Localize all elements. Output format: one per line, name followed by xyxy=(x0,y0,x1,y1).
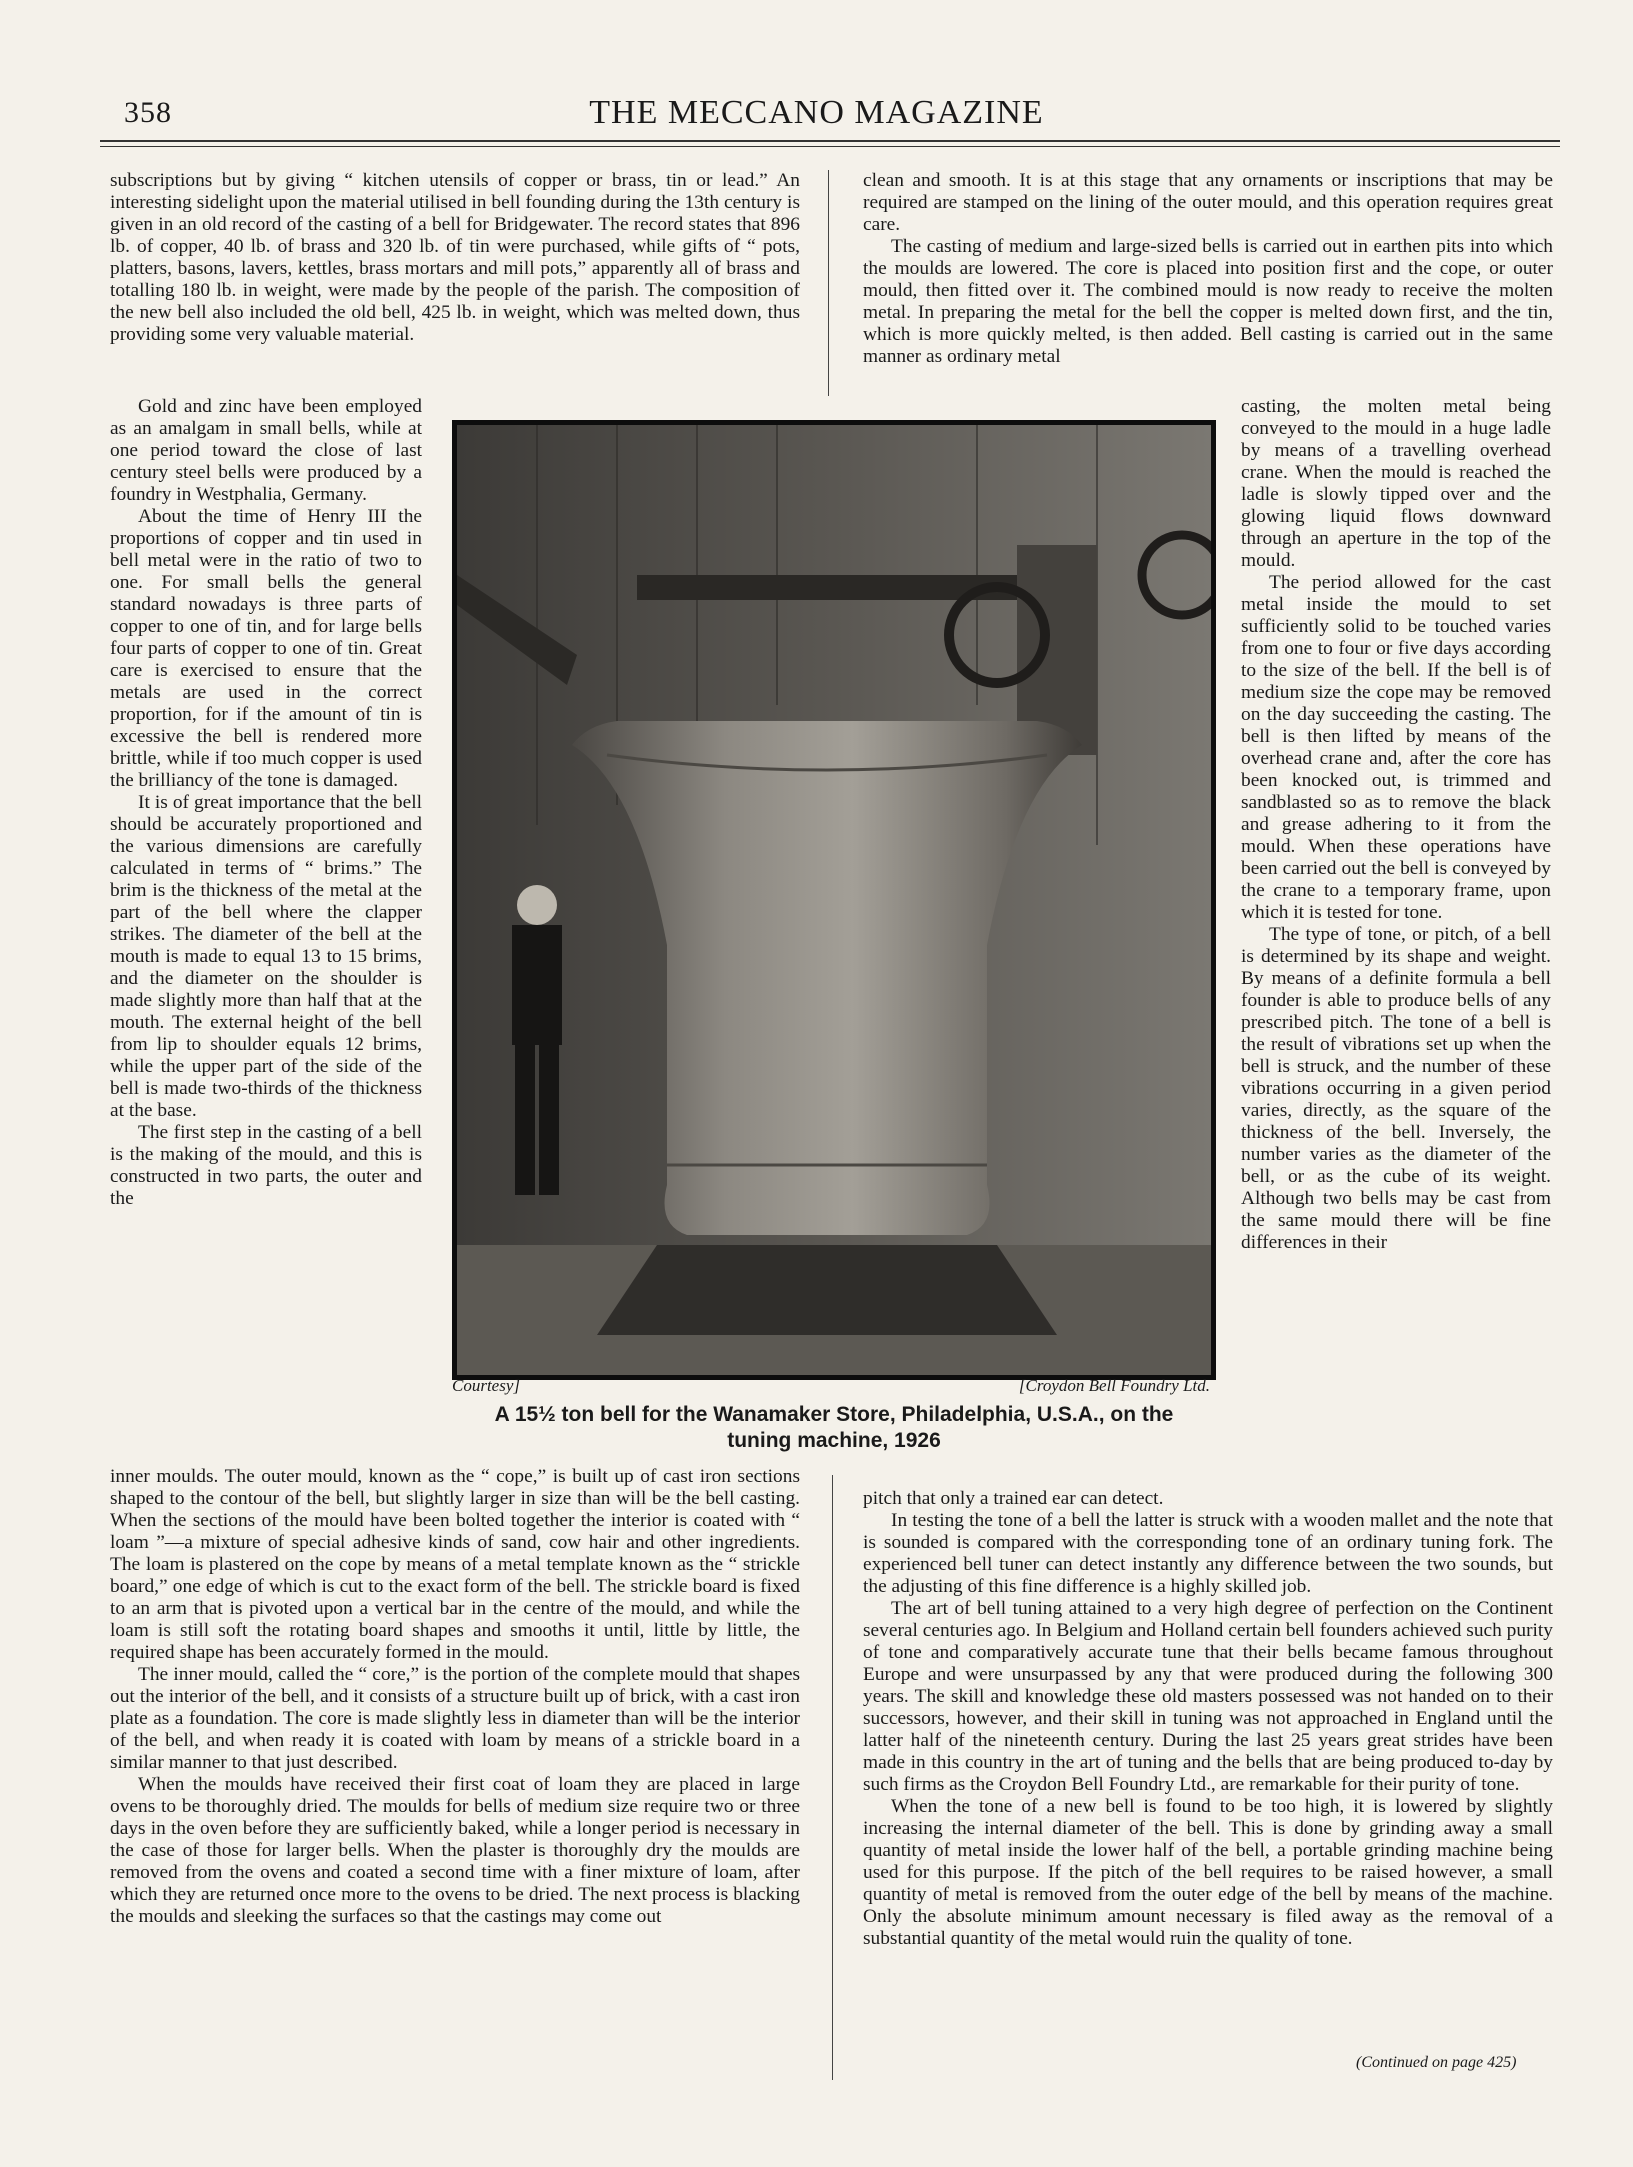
bell-stand xyxy=(597,1245,1057,1335)
caption-line: A 15½ ton bell for the Wanamaker Store, Philadelphia, U.S.A., on the xyxy=(494,1403,1174,1426)
paragraph: About the time of Henry III the proportions of copper and tin used in bell metal were in the ratio of two to one. For small bells the general standard nowadays is three parts of copper to one of tin, and for large bells four parts of copper to one of tin. Great care is exercised to ensure that the metals are used in the correct proportion, for if the amount of tin is excessive the bell is rendered more brittle, while if too much copper is used the brilliancy of the tone is damaged. xyxy=(110,506,422,791)
paragraph: When the tone of a new bell is found to be too high, it is lowered by slightly increasing the internal diameter of the bell. This is done by grinding away a small quantity of metal inside the lower half of the bell, a portable grinding machine being used for this purpose. If the pitch of the bell requires to be raised however, a small quantity of metal is removed from the outer edge of the bell by means of the machine. Only the absolute minimum amount necessary is filed away as the removal of a substantial quantity of the metal would ruin the quality of tone. xyxy=(863,1796,1553,1949)
header-rule-thin xyxy=(100,146,1560,147)
page-number: 358 xyxy=(124,96,172,129)
paragraph: Gold and zinc have been employed as an amalgam in small bells, while at one period toward the close of last century steel bells were produced by a foundry in Westphalia, Germany. xyxy=(110,396,422,505)
left-column-text xyxy=(110,396,422,1210)
paragraph: In testing the tone of a bell the latter is struck with a wooden mallet and the note that is sounded is compared with the corresponding tone of an ordinary tuning fork. The experienced bell tuner can detect instantly any difference between the two sounds, but the adjusting of this fine difference is a highly skilled job. xyxy=(863,1510,1553,1597)
paragraph: casting, the molten metal being conveyed to the mould in a huge ladle by means of a travelling overhead crane. When the mould is reached the ladle is slowly tipped over and the glowing liquid flows downward through an aperture in the top of the mould. xyxy=(1241,396,1551,571)
header-rule xyxy=(100,140,1560,142)
column-divider-top xyxy=(828,170,829,396)
paragraph: clean and smooth. It is at this stage that any ornaments or inscriptions that may be required are stamped on the lining of the outer mould, and this operation requires great care. xyxy=(863,170,1553,235)
bottom-right-text xyxy=(863,1488,1553,1950)
photo-credit: [Croydon Bell Foundry Ltd. xyxy=(1018,1376,1210,1395)
right-column-text xyxy=(1241,396,1551,1254)
top-left-text xyxy=(110,170,800,346)
paragraph: It is of great importance that the bell should be accurately proportioned and the various dimensions are carefully calculated in terms of “ brims.” The brim is the thickness of the metal at the part of the bell where the clapper strikes. The diameter of the bell at the mouth is made to equal 13 to 15 brims, and the diameter on the shoulder is made slightly more than half that at the mouth. The external height of the bell from lip to shoulder equals 12 brims, while the upper part of the side of the bell is made two-thirds of the thickness at the base. xyxy=(110,792,422,1121)
photo-courtesy: Courtesy] xyxy=(452,1376,520,1395)
caption-line: tuning machine, 1926 xyxy=(727,1429,941,1452)
paragraph: pitch that only a trained ear can detect. xyxy=(863,1488,1164,1509)
paragraph: The art of bell tuning attained to a very high degree of perfection on the Continent several centuries ago. In Belgium and Holland certain bell founders achieved such purity of tone and comparatively accurate tune that their bells became famous throughout Europe and were unsurpassed by any that were produced during the following 300 years. The skill and knowledge these old masters possessed was not handed on to their successors, however, and their skill in tuning was not approached in England until the latter half of the nineteenth century. During the last 25 years great strides have been made in this country in the art of tuning and the bells that are being produced to-day by such firms as the Croydon Bell Foundry Ltd., are remarkable for their purity of tone. xyxy=(863,1598,1553,1795)
paragraph: The first step in the casting of a bell is the making of the mould, and this is constructed in two parts, the outer and the xyxy=(110,1122,422,1209)
bell-photo-illustration xyxy=(457,425,1211,1375)
continued-note: (Continued on page 425) xyxy=(1356,2054,1517,2071)
paragraph: inner moulds. The outer mould, known as the “ cope,” is built up of cast iron sections shaped to the contour of the bell, but slightly larger in size than will be the bell casting. When the sections of the mould have been bolted together the interior is coated with “ loam ”—a mixture of special adhesive kinds of sand, cow hair and other ingredients. The loam is plastered on the cope by means of a metal template known as the “ strickle board,” one edge of which is cut to the exact form of the bell. The strickle board is fixed to an arm that is pivoted upon a vertical bar in the centre of the mould, and while the loam is still soft the rotating board shapes and smooths it until, little by little, the required shape has been accurately formed in the mould. xyxy=(110,1466,800,1663)
figure-caption xyxy=(452,1402,1216,1454)
bottom-left-text xyxy=(110,1466,800,1928)
top-right-text xyxy=(863,170,1553,368)
paragraph: The inner mould, called the “ core,” is the portion of the complete mould that shapes out the interior of the bell, and it consists of a structure built up of brick, with a cast iron plate as a foundation. The core is made slightly less in diameter than will be the interior of the bell, and when ready it is coated with loam by means of a strickle board in a similar manner to that just described. xyxy=(110,1664,800,1773)
column-divider-bottom xyxy=(832,1475,833,2080)
paragraph: The period allowed for the cast metal inside the mould to set sufficiently solid to be touched varies from one to four or five days according to the size of the bell. If the bell is of medium size the cope may be removed on the day succeeding the casting. The bell is then lifted by means of the overhead crane and, after the core has been knocked out, is trimmed and sandblasted so as to remove the black and grease adhering to it from the mould. When these operations have been carried out the bell is conveyed by the crane to a temporary frame, upon which it is tested for tone. xyxy=(1241,572,1551,923)
paragraph: The casting of medium and large-sized bells is carried out in earthen pits into which the moulds are lowered. The core is placed into position first and the cope, or outer mould, then fitted over it. The combined mould is now ready to receive the molten metal. In preparing the metal for the bell the copper is melted down first, and the tin, which is more quickly melted, is then added. Bell casting is carried out in the same manner as ordinary metal xyxy=(863,236,1553,367)
bell-photograph xyxy=(452,420,1216,1380)
paragraph: When the moulds have received their first coat of loam they are placed in large ovens to be thoroughly dried. The moulds for bells of medium size require two or three days in the oven before they are sufficiently baked, while a longer period is necessary in the case of those for larger bells. When the plaster is thoroughly dry the moulds are removed from the ovens and coated a second time with a finer mixture of loam, after which they are returned once more to the ovens to be dried. The next process is blacking the moulds and sleeking the surfaces so that the castings may come out xyxy=(110,1774,800,1927)
paragraph: The type of tone, or pitch, of a bell is determined by its shape and weight. By means of a definite formula a bell founder is able to produce bells of any prescribed pitch. The tone of a bell is the result of vibrations set up when the bell is struck, and the number of these vibrations occurring in a given period varies, directly, as the square of the thickness of the bell. Inversely, the number varies as the diameter of the bell, or as the cube of its weight. Although two bells may be cast from the same mould there will be fine differences in their xyxy=(1241,924,1551,1253)
paragraph: subscriptions but by giving “ kitchen utensils of copper or brass, tin or lead.” An interesting sidelight upon the material utilised in bell founding during the 13th century is given in an old record of the casting of a bell for Bridgewater. The record states that 896 lb. of copper, 40 lb. of brass and 320 lb. of tin were purchased, while gifts of “ pots, platters, basons, lavers, kettles, brass mortars and mill pots,” apparently all of brass and totalling 180 lb. in weight, were made by the people of the parish. The composition of the new bell also included the old bell, 425 lb. in weight, which was melted down, thus providing some very valuable material. xyxy=(110,170,800,345)
magazine-title: THE MECCANO MAGAZINE xyxy=(589,94,1044,131)
